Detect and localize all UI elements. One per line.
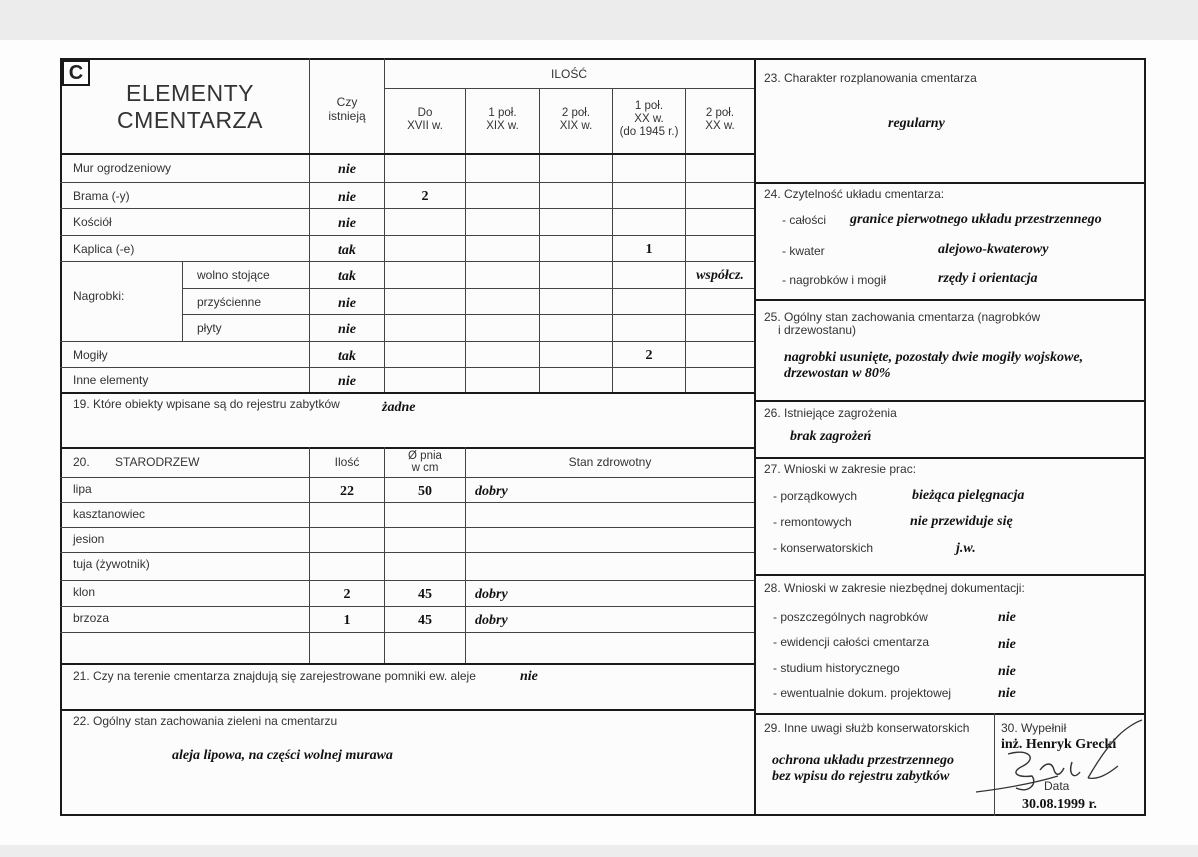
- q27-label: 27. Wnioski w zakresie prac:: [764, 462, 917, 476]
- q30-label: 30. Wypełnił: [1001, 721, 1067, 735]
- row-line: [60, 367, 754, 368]
- q24-item-label: - kwater: [782, 244, 825, 258]
- q25-label-l1: 25. Ogólny stan zachowania cmentarza (nagrobków: [764, 310, 1041, 324]
- period-header-line: 2 poł.: [561, 107, 591, 119]
- section-line-27: [754, 457, 1146, 459]
- period-header: [385, 107, 465, 133]
- header-bottom: [60, 153, 754, 155]
- q27-item-value: nie przewiduje się: [910, 514, 1013, 529]
- period-header-line: XIX w.: [486, 120, 519, 132]
- period-header-line: XIX w.: [559, 120, 593, 132]
- nagrobki-label: Nagrobki:: [73, 289, 125, 303]
- element-count: 1: [645, 241, 653, 257]
- q29-value-l2: bez wpisu do rejestru zabytków: [772, 769, 950, 784]
- section-line-19: [60, 392, 754, 394]
- element-label: Kościół: [73, 215, 112, 229]
- tree-diameter: 50: [418, 484, 432, 499]
- tree-health: dobry: [475, 587, 508, 602]
- q27-item-value: j.w.: [956, 541, 976, 556]
- q28-item-value: nie: [998, 664, 1016, 679]
- tree-qty: 2: [343, 587, 351, 602]
- q25-value-l2: drzewostan w 80%: [784, 366, 891, 381]
- scan-bottom-margin: [0, 845, 1198, 857]
- tree-row-line: [60, 632, 754, 633]
- q19-value: żadne: [382, 400, 416, 415]
- q26-label: 26. Istniejące zagrożenia: [764, 406, 897, 420]
- tree-row-line: [60, 606, 754, 607]
- section-line-24: [754, 182, 1146, 184]
- tree-species: brzoza: [73, 611, 110, 625]
- q29-value-l1: ochrona układu przestrzennego: [772, 753, 955, 768]
- dia-header-l2: w cm: [411, 462, 439, 474]
- period-header-line: XX w.: [634, 113, 664, 125]
- period-header-line: XVII w.: [407, 120, 443, 132]
- period-header-line: (do 1945 r.): [619, 126, 679, 138]
- tree-row-line: [60, 527, 754, 528]
- tree-col-line: [465, 447, 466, 663]
- q19-label: 19. Które obiekty wpisane są do rejestru zabytków: [73, 397, 340, 411]
- section-line-20: [60, 447, 754, 449]
- q22-value: aleja lipowa, na części wolnej murawa: [172, 748, 393, 763]
- element-exists: nie: [338, 322, 356, 337]
- col-line-p2: [465, 89, 466, 392]
- q24-item-value: granice pierwotnego układu przestrzennego: [850, 212, 1102, 227]
- section-line-29: [754, 713, 1146, 715]
- section-line-21: [60, 663, 754, 665]
- row-line: [60, 261, 754, 262]
- tree-col-line: [309, 447, 310, 663]
- row-line: [60, 235, 754, 236]
- tree-species: jesion: [73, 532, 105, 546]
- row-line: [60, 341, 754, 342]
- q27-item-value: bieżąca pielęgnacja: [912, 488, 1025, 503]
- period-header: [466, 107, 539, 133]
- ilosc-header: ILOŚĆ: [550, 67, 587, 81]
- q24-label: 24. Czytelność układu cmentarza:: [764, 187, 945, 201]
- element-exists: nie: [338, 216, 356, 231]
- row-line: [60, 182, 754, 183]
- row-line: [182, 288, 754, 289]
- title-line-2: CMENTARZA: [117, 107, 263, 133]
- q25-value-l1: nagrobki usunięte, pozostały dwie mogiły wojskowe,: [784, 350, 1084, 365]
- q20-health-header: Stan zdrowotny: [568, 455, 652, 469]
- row-line: [182, 314, 754, 315]
- tree-diameter: 45: [418, 587, 432, 602]
- q25-label-l2: i drzewostanu): [778, 323, 857, 337]
- section-line-22: [60, 709, 754, 711]
- tree-health: dobry: [475, 613, 508, 628]
- q20-label: STARODRZEW: [115, 455, 200, 469]
- element-label: Inne elementy: [73, 373, 149, 387]
- exists-header-l1: Czy: [336, 95, 358, 109]
- q20-dia-header: [385, 450, 465, 474]
- tree-health: dobry: [475, 484, 508, 499]
- q30-date-label: Data: [1044, 779, 1070, 793]
- dia-header-l1: Ø pnia: [408, 450, 442, 462]
- period-header-line: Do: [417, 107, 433, 119]
- tree-row-line: [60, 552, 754, 553]
- q28-item-label: - ewentualnie dokum. projektowej: [773, 686, 952, 700]
- period-header: [540, 107, 612, 133]
- section-line-28: [754, 574, 1146, 576]
- element-count: 2: [421, 188, 429, 204]
- q24-item-value: alejowo-kwaterowy: [938, 242, 1049, 257]
- tree-species: lipa: [73, 482, 92, 496]
- scan-top-margin: [0, 0, 1198, 40]
- col-line-nagrobki: [182, 261, 183, 341]
- element-label: przyścienne: [197, 294, 262, 309]
- section-letter-box: C: [62, 60, 90, 86]
- tree-species: kasztanowiec: [73, 507, 146, 521]
- title-line-1: ELEMENTY: [126, 80, 254, 106]
- q28-label: 28. Wnioski w zakresie niezbędnej dokumentacji:: [764, 581, 1025, 595]
- q26-value: brak zagrożeń: [790, 429, 872, 444]
- form-frame: [60, 58, 1146, 816]
- q28-item-label: - poszczególnych nagrobków: [773, 610, 928, 624]
- q27-item-label: - konserwatorskich: [773, 541, 874, 555]
- q24-item-label: - całości: [782, 213, 827, 227]
- period-header: [613, 100, 685, 139]
- tree-row-line: [60, 580, 754, 581]
- period-header-line: 2 poł.: [705, 107, 735, 119]
- q28-item-value: nie: [998, 686, 1016, 701]
- tree-row-line: [60, 477, 754, 478]
- q28-item-value: nie: [998, 610, 1016, 625]
- q27-item-label: - remontowych: [773, 515, 852, 529]
- q23-value: regularny: [888, 116, 945, 131]
- col-line-p3: [539, 89, 540, 392]
- tree-qty: 22: [340, 484, 354, 499]
- q27-item-label: - porządkowych: [773, 489, 858, 503]
- element-label: Kaplica (-e): [73, 241, 135, 256]
- period-header-line: 1 poł.: [488, 107, 517, 119]
- element-count: 2: [645, 347, 653, 363]
- tree-qty: 1: [343, 613, 351, 628]
- tree-species: klon: [73, 585, 96, 599]
- tree-col-line: [384, 447, 385, 663]
- element-label: płyty: [197, 321, 222, 335]
- element-exists: nie: [338, 162, 356, 177]
- element-exists: tak: [338, 269, 356, 284]
- element-label: Brama (-y): [73, 188, 130, 203]
- period-header: [686, 107, 754, 133]
- q24-item-value: rzędy i orientacja: [938, 271, 1038, 286]
- ilosc-underline: [384, 88, 754, 89]
- q28-item-label: - ewidencji całości cmentarza: [773, 635, 930, 649]
- exists-header: [310, 95, 384, 123]
- period-header-line: 1 poł.: [634, 100, 664, 112]
- element-label: Mogiły: [73, 347, 108, 362]
- element-exists: nie: [338, 189, 356, 205]
- q20-num: 20.: [73, 455, 90, 469]
- tree-row-line: [60, 502, 754, 503]
- period-header-line: XX w.: [705, 120, 735, 132]
- element-exists: nie: [338, 374, 356, 389]
- element-exists: nie: [338, 295, 356, 311]
- element-label: Mur ogrodzeniowy: [73, 161, 172, 175]
- divider-main: [754, 58, 756, 816]
- col-line-p5: [685, 89, 686, 392]
- section-line-25: [754, 299, 1146, 301]
- row-line: [60, 208, 754, 209]
- elements-title: [95, 80, 285, 134]
- tree-species: tuja (żywotnik): [73, 557, 150, 571]
- exists-header-l2: istnieją: [328, 109, 366, 123]
- q29-label: 29. Inne uwagi służb konserwatorskich: [764, 721, 970, 735]
- q20-qty-header: Ilość: [334, 455, 360, 469]
- q21-label: 21. Czy na terenie cmentarza znajdują się zarejestrowane pomniki ew. aleje: [73, 669, 476, 683]
- tree-diameter: 45: [418, 613, 432, 628]
- q28-item-value: nie: [998, 637, 1016, 652]
- element-exists: tak: [338, 348, 356, 364]
- q21-value: nie: [520, 669, 538, 684]
- section-line-26: [754, 400, 1146, 402]
- q24-item-label: - nagrobków i mogił: [782, 273, 887, 287]
- q28-item-label: - studium historycznego: [773, 661, 900, 675]
- q22-label: 22. Ogólny stan zachowania zieleni na cmentarzu: [73, 714, 338, 728]
- q30-date: 30.08.1999 r.: [1022, 797, 1097, 812]
- element-label: wolno stojące: [197, 268, 270, 282]
- q30-name: inż. Henryk Grecki: [1001, 737, 1117, 752]
- element-exists: tak: [338, 242, 356, 258]
- q23-label: 23. Charakter rozplanowania cmentarza: [764, 71, 977, 85]
- element-count: współcz.: [696, 268, 744, 283]
